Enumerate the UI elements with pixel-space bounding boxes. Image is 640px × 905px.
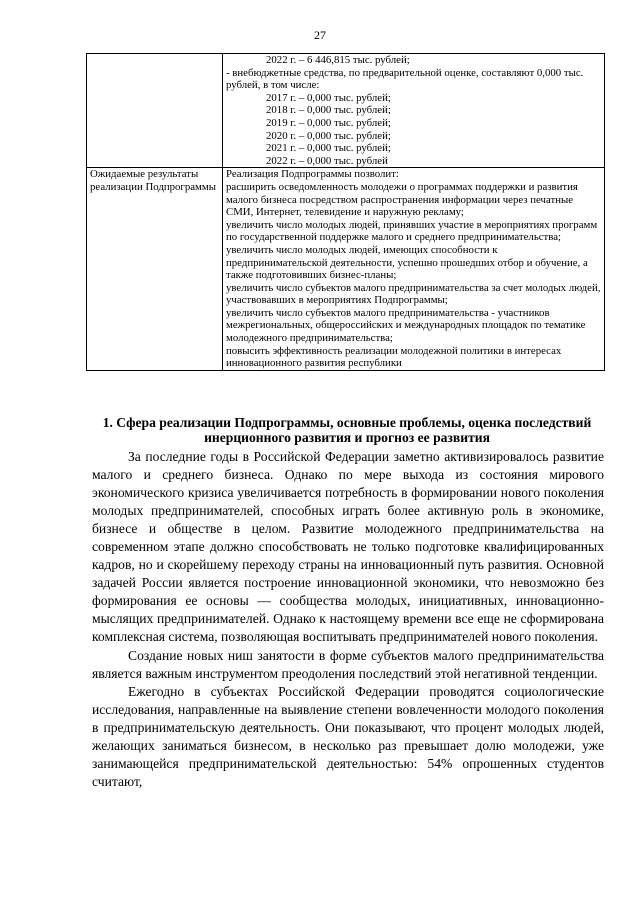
table-cell-line: Реализация Подпрограммы позволит: bbox=[226, 168, 399, 181]
table-cell-line: 2019 г. – 0,000 тыс. рублей; bbox=[266, 116, 391, 129]
section-body bbox=[92, 448, 604, 791]
table-cell-line: расширить осведомленность молодежи о программах поддержки и развития малого бизнеса посредством распространения информации через печатные СМИ, Интернет, телевидение и наружную рекламу; bbox=[226, 180, 578, 219]
table-row bbox=[87, 168, 605, 371]
table-cell-line: 2017 г. – 0,000 тыс. рублей; bbox=[266, 91, 391, 104]
subprogram-passport-table bbox=[86, 53, 605, 371]
table-cell-line: 2022 г. – 0,000 тыс. рублей bbox=[266, 154, 388, 167]
table-cell-line: 2020 г. – 0,000 тыс. рублей; bbox=[266, 129, 391, 142]
table-row bbox=[87, 54, 605, 168]
section-heading: 1. Сфера реализации Подпрограммы, основные проблемы, оценка последствий инерционного развития и прогноз ее развития bbox=[102, 415, 592, 445]
table-cell-line: 2021 г. – 0,000 тыс. рублей; bbox=[266, 142, 391, 155]
table-cell-content bbox=[223, 168, 605, 371]
table-cell-line: 2022 г. – 6 446,815 тыс. рублей; bbox=[266, 54, 410, 66]
paragraph: Ежегодно в субъектах Российской Федерации проводятся социологические исследования, направленные на выявление степени вовлеченности молодого поколения в предпринимательскую деятельность. Они показывают, что процент молодых людей, желающих заниматься бизнесом, в несколько раз превышает долю молодежи, уже занимающейся предпринимательской деятельностью: 54% опрошенных студентов считают, bbox=[92, 683, 604, 789]
table-cell-line: увеличить число субъектов малого предпринимательства за счет молодых людей, участвовавших в мероприятиях Подпрограммы; bbox=[226, 281, 601, 307]
table-cell-line: 2018 г. – 0,000 тыс. рублей; bbox=[266, 104, 391, 117]
table-cell-line: повысить эффективность реализации молодежной политики в интересах инновационного развития республики bbox=[226, 344, 562, 370]
table-cell-content bbox=[223, 54, 605, 168]
paragraph: За последние годы в Российской Федерации заметно активизировалось развитие малого и среднего бизнеса. Однако по мере выхода из состояния мирового экономического кризиса увеличивается потребность в формировании нового поколения молодых предпринимателей, способных играть более активную роль в экономике, бизнесе и обществе в целом. Развитие молодежного предпринимательства на современном этапе должно способствовать не только подготовке квалифицированных кадров, но и скорейшему переходу страны на инновационный путь развития. Основной задачей России является построение инновационной экономики, что невозможно без формирования ее основы — сообщества молодых, инициативных, инновационно-мыслящих предпринимателей. Однако к настоящему времени все еще не сформирована комплексная система, позволяющая воспитывать предпринимателей нового поколения. bbox=[92, 449, 604, 645]
page-number: 27 bbox=[314, 28, 326, 42]
table-cell-line: увеличить число молодых людей, имеющих способности к предпринимательской деятельности, успешно прошедших отбор и обучение, а также подготовивших бизнес-планы; bbox=[226, 243, 588, 282]
table-cell-line: увеличить число молодых людей, принявших участие в мероприятиях программ по государственной поддержке малого и среднего предпринимательства; bbox=[226, 218, 598, 244]
table-cell-label: Ожидаемые результаты реализации Подпрограммы bbox=[87, 168, 223, 371]
table-cell-line: увеличить число субъектов малого предпринимательства - участников межрегиональных, общероссийских и международных площадок по тематике молодежного предпринимательства; bbox=[226, 306, 586, 345]
paragraph: Создание новых ниш занятости в форме субъектов малого предпринимательства является важным инструментом преодоления последствий этой негативной тенденции. bbox=[92, 647, 604, 681]
table-cell-line: - внебюджетные средства, по предварительной оценке, составляют 0,000 тыс. рублей, в том числе: bbox=[226, 66, 584, 92]
table-cell-label bbox=[87, 54, 223, 168]
